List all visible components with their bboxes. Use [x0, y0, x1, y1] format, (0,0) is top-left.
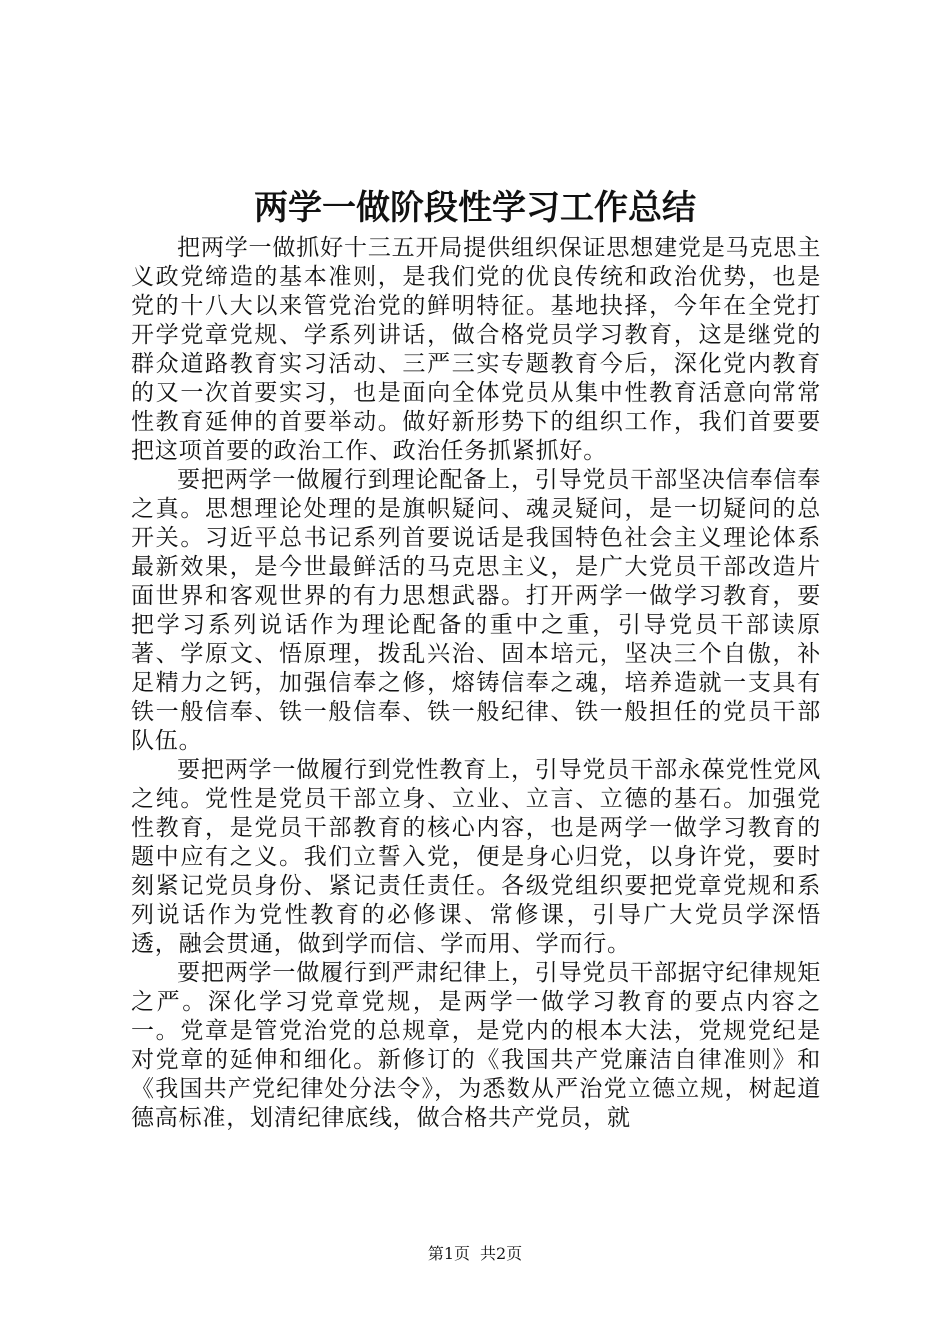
paragraph-1: 把两学一做抓好十三五开局提供组织保证思想建党是马克思主义政党缔造的基本准则，是我们党的优良传统和政治优势，也是党的十八大以来管党治党的鲜明特征。基地抉择，今年在全党打开学党章党规、学系列讲话，做合格党员学习教育，这是继党的群众道路教育实习活动、三严三实专题教育今后，深化党内教育的又一次首要实习，也是面向全体党员从集中性教育活意向常常性教育延伸的首要举动。做好新形势下的组织工作，我们首要要把这项首要的政治工作、政治任务抓紧抓好。 — [131, 235, 821, 464]
document-title: 两学一做阶段性学习工作总结 — [254, 188, 696, 228]
paragraph-2: 要把两学一做履行到理论配备上，引导党员干部坚决信奉信奉之真。思想理论处理的是旗帜疑问、魂灵疑问，是一切疑问的总开关。习近平总书记系列首要说话是我国特色社会主义理论体系最新效果，是今世最鲜活的马克思主义，是广大党员干部改造片面世界和客观世界的有力思想武器。打开两学一做学习教育，要把学习系列说话作为理论配备的重中之重，引导党员干部读原著、学原文、悟原理，拨乱兴治、固本培元，坚决三个自傲，补足精力之钙，加强信奉之修，熔铸信奉之魂，培养造就一支具有铁一般信奉、铁一般信奉、铁一般纪律、铁一般担任的党员干部队伍。 — [131, 467, 821, 754]
document-body — [131, 234, 821, 1133]
page-footer — [0, 1243, 950, 1265]
page-number-total: 共2页 — [480, 1244, 523, 1263]
page-number-current: 第1页 — [427, 1244, 470, 1263]
paragraph-3: 要把两学一做履行到党性教育上，引导党员干部永葆党性党风之纯。党性是党员干部立身、立业、立言、立德的基石。加强党性教育，是党员干部教育的核心内容，也是两学一做学习教育的题中应有之义。我们立誓入党，便是身心归党，以身许党，要时刻紧记党员身份、紧记责任责任。各级党组织要把党章党规和系列说话作为党性教育的必修课、常修课，引导广大党员学深悟透，融会贯通，做到学而信、学而用、学而行。 — [131, 757, 821, 957]
paragraph-4: 要把两学一做履行到严肃纪律上，引导党员干部据守纪律规矩之严。深化学习党章党规，是两学一做学习教育的要点内容之一。党章是管党治党的总规章，是党内的根本大法，党规党纪是对党章的延伸和细化。新修订的《我国共产党廉洁自律准则》和《我国共产党纪律处分法令》，为悉数从严治党立德立规，树起道德高标准，划清纪律底线，做合格共产党员，就 — [131, 960, 821, 1131]
